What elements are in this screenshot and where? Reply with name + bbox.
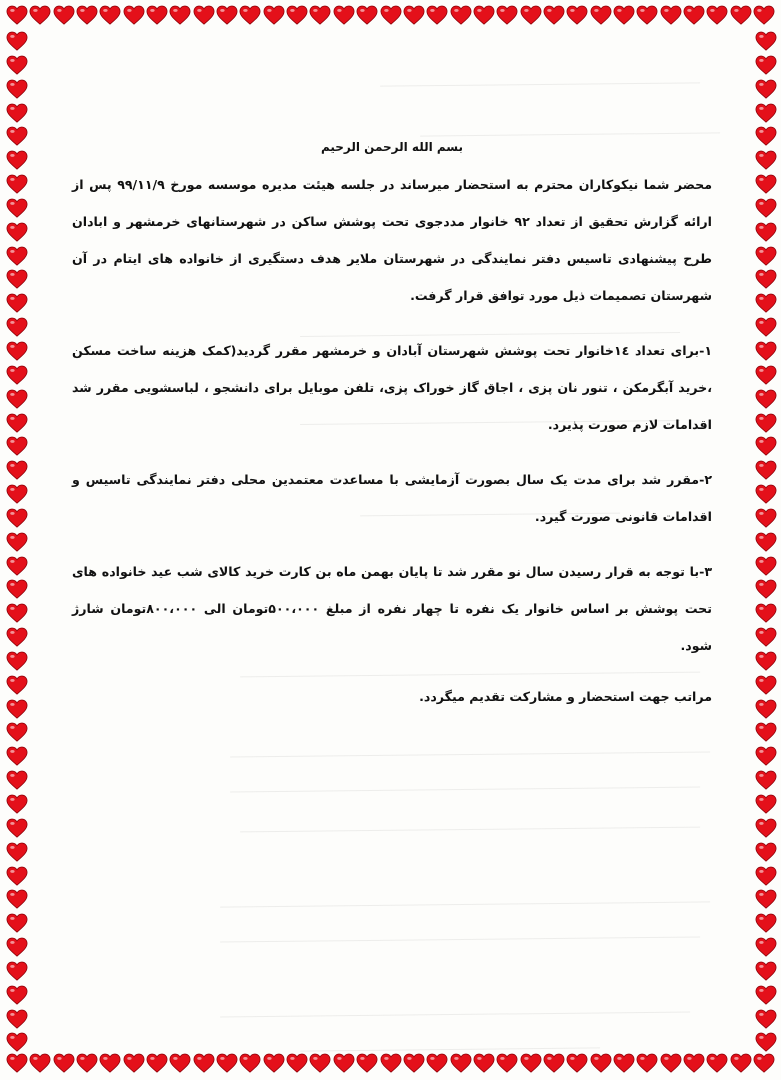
heart-icon xyxy=(6,721,28,743)
heart-icon xyxy=(755,793,777,815)
heart-icon xyxy=(706,1052,728,1074)
heart-icon xyxy=(755,888,777,910)
heart-icon xyxy=(6,125,28,147)
heart-icon xyxy=(6,245,28,267)
heart-icon xyxy=(6,1008,28,1030)
heart-icon xyxy=(755,984,777,1006)
heart-icon xyxy=(6,4,28,26)
heart-icon xyxy=(755,865,777,887)
heart-icon xyxy=(6,173,28,195)
heart-icon xyxy=(613,4,635,26)
heart-icon xyxy=(755,197,777,219)
heart-icon xyxy=(755,674,777,696)
heart-icon xyxy=(755,626,777,648)
heart-icon xyxy=(6,507,28,529)
heart-icon xyxy=(755,78,777,100)
heart-icon xyxy=(6,793,28,815)
heart-icon xyxy=(6,340,28,362)
heart-icon xyxy=(755,721,777,743)
heart-icon xyxy=(6,221,28,243)
heart-icon xyxy=(356,1052,378,1074)
heart-icon xyxy=(755,602,777,624)
heart-icon xyxy=(426,4,448,26)
heart-icon xyxy=(193,1052,215,1074)
heart-icon xyxy=(263,1052,285,1074)
heart-icon xyxy=(6,769,28,791)
heart-icon xyxy=(169,1052,191,1074)
heart-icon xyxy=(730,4,752,26)
heart-icon xyxy=(333,1052,355,1074)
heart-icon xyxy=(6,268,28,290)
heart-icon xyxy=(755,960,777,982)
heart-icon xyxy=(543,4,565,26)
heart-icon xyxy=(6,888,28,910)
heart-icon xyxy=(123,4,145,26)
heart-icon xyxy=(755,388,777,410)
heart-icon xyxy=(6,459,28,481)
heart-icon xyxy=(53,1052,75,1074)
heart-icon xyxy=(76,1052,98,1074)
heart-icon xyxy=(6,817,28,839)
heart-icon xyxy=(6,78,28,100)
heart-icon xyxy=(755,435,777,457)
heart-icon xyxy=(29,1052,51,1074)
heart-icon xyxy=(755,698,777,720)
heart-icon xyxy=(6,149,28,171)
heart-icon xyxy=(755,1008,777,1030)
heart-icon xyxy=(755,841,777,863)
heart-icon xyxy=(6,197,28,219)
heart-icon xyxy=(29,4,51,26)
heart-icon xyxy=(755,245,777,267)
heart-icon xyxy=(755,531,777,553)
heart-icon xyxy=(566,1052,588,1074)
heart-icon xyxy=(123,1052,145,1074)
heart-icon xyxy=(6,30,28,52)
heart-icon xyxy=(753,1052,775,1074)
heart-icon xyxy=(566,4,588,26)
heart-icon xyxy=(755,745,777,767)
heart-icon xyxy=(755,125,777,147)
heart-icon xyxy=(755,102,777,124)
heart-icon xyxy=(6,555,28,577)
heart-icon xyxy=(6,912,28,934)
heart-icon xyxy=(76,4,98,26)
heart-icon xyxy=(755,292,777,314)
heart-icon xyxy=(6,602,28,624)
heart-icon xyxy=(683,1052,705,1074)
heart-icon xyxy=(755,54,777,76)
basmala-heading: بسم الله الرحمن الرحيم xyxy=(320,140,464,154)
heart-icon xyxy=(496,4,518,26)
heart-icon xyxy=(755,316,777,338)
heart-icon xyxy=(755,340,777,362)
heart-icon xyxy=(755,268,777,290)
heart-icon xyxy=(6,316,28,338)
heart-icon xyxy=(216,4,238,26)
heart-icon xyxy=(660,1052,682,1074)
heart-icon xyxy=(755,1031,777,1053)
heart-icon xyxy=(356,4,378,26)
closing-line: مراتب جهت استحضار و مشارکت تقدیم میگردد. xyxy=(419,689,712,704)
heart-icon xyxy=(6,102,28,124)
heart-icon xyxy=(6,578,28,600)
letter-body xyxy=(72,138,712,715)
heart-icon xyxy=(6,388,28,410)
heart-icon xyxy=(99,1052,121,1074)
heart-icon xyxy=(169,4,191,26)
heart-icon xyxy=(216,1052,238,1074)
heart-icon xyxy=(520,1052,542,1074)
heart-icon xyxy=(6,960,28,982)
heart-icon xyxy=(636,4,658,26)
heart-icon xyxy=(6,698,28,720)
heart-icon xyxy=(755,412,777,434)
heart-icon xyxy=(263,4,285,26)
heart-icon xyxy=(6,292,28,314)
heart-icon xyxy=(6,745,28,767)
heart-icon xyxy=(426,1052,448,1074)
heart-icon xyxy=(6,936,28,958)
heart-icon xyxy=(6,1031,28,1053)
heart-icon xyxy=(286,4,308,26)
heart-icon xyxy=(590,1052,612,1074)
heart-icon xyxy=(6,483,28,505)
heart-icon xyxy=(755,364,777,386)
heart-icon xyxy=(6,54,28,76)
heart-icon xyxy=(473,4,495,26)
heart-icon xyxy=(146,4,168,26)
heart-icon xyxy=(6,674,28,696)
heart-icon xyxy=(706,4,728,26)
heart-icon xyxy=(6,412,28,434)
heart-border-bottom xyxy=(0,1052,781,1078)
heart-icon xyxy=(6,1052,28,1074)
heart-icon xyxy=(146,1052,168,1074)
decision-item-3: ۳-با توجه به قرار رسیدن سال نو مقرر شد تا پایان بهمن ماه بن کارت خرید کالای شب عید خانواده های تحت پوشش بر اساس خانوار یک نفره تا چهار نفره از مبلغ ۵۰۰،۰۰۰تومان الی ۸۰۰،۰۰۰تومان شارژ شود. xyxy=(72,564,712,653)
heart-icon xyxy=(286,1052,308,1074)
heart-icon xyxy=(6,841,28,863)
heart-icon xyxy=(6,364,28,386)
heart-icon xyxy=(6,984,28,1006)
heart-icon xyxy=(403,4,425,26)
heart-border-left xyxy=(4,30,30,1054)
heart-icon xyxy=(755,912,777,934)
heart-icon xyxy=(590,4,612,26)
heart-icon xyxy=(755,221,777,243)
heart-icon xyxy=(380,4,402,26)
heart-icon xyxy=(755,149,777,171)
heart-icon xyxy=(6,650,28,672)
heart-icon xyxy=(755,578,777,600)
heart-icon xyxy=(755,650,777,672)
heart-icon xyxy=(473,1052,495,1074)
heart-icon xyxy=(403,1052,425,1074)
heart-icon xyxy=(99,4,121,26)
heart-icon xyxy=(755,507,777,529)
heart-icon xyxy=(683,4,705,26)
heart-icon xyxy=(755,173,777,195)
decision-item-1: ۱-برای تعداد ۱٤خانوار تحت پوشش شهرستان آبادان و خرمشهر مقرر گردید(کمک هزینه ساخت مسکن ،خرید آبگرمکن ، تنور نان پزی ، اجاق گاز خوراک پزی، تلفن موبایل برای دانشجو ، لباسشویی مقرر شد اقدامات لازم صورت پذیرد. xyxy=(72,343,712,432)
heart-border-top xyxy=(0,4,781,30)
heart-icon xyxy=(309,4,331,26)
heart-icon xyxy=(730,1052,752,1074)
heart-border-right xyxy=(753,30,779,1054)
heart-icon xyxy=(755,817,777,839)
heart-icon xyxy=(660,4,682,26)
heart-icon xyxy=(450,4,472,26)
heart-icon xyxy=(753,4,775,26)
heart-icon xyxy=(755,936,777,958)
heart-icon xyxy=(755,459,777,481)
heart-icon xyxy=(613,1052,635,1074)
heart-icon xyxy=(755,769,777,791)
heart-icon xyxy=(496,1052,518,1074)
heart-icon xyxy=(450,1052,472,1074)
heart-icon xyxy=(6,865,28,887)
heart-icon xyxy=(543,1052,565,1074)
heart-icon xyxy=(6,435,28,457)
heart-icon xyxy=(755,30,777,52)
heart-icon xyxy=(636,1052,658,1074)
heart-icon xyxy=(309,1052,331,1074)
heart-icon xyxy=(380,1052,402,1074)
heart-icon xyxy=(53,4,75,26)
decision-item-2: ۲-مقرر شد برای مدت یک سال بصورت آزمایشی با مساعدت معتمدین محلی دفتر نمایندگی تاسیس و اقدامات قانونی صورت گیرد. xyxy=(72,472,712,524)
heart-icon xyxy=(6,531,28,553)
heart-icon xyxy=(239,1052,261,1074)
intro-paragraph: محضر شما نیکوکاران محترم به استحضار میرساند در جلسه هیئت مدیره موسسه مورخ ۹۹/۱۱/۹ پس از ارائه گزارش تحقیق از تعداد ۹۲ خانوار مددجوی تحت پوشش ساکن در شهرستانهای خرمشهر و ابادان طرح پیشنهادی تاسیس دفتر نمایندگی در شهرستان ملایر هدف دستگیری از خانواده های ایتام در آن شهرستان تصمیمات ذیل مورد توافق قرار گرفت. xyxy=(72,177,712,303)
heart-icon xyxy=(755,555,777,577)
heart-icon xyxy=(755,483,777,505)
heart-icon xyxy=(193,4,215,26)
heart-icon xyxy=(239,4,261,26)
heart-icon xyxy=(6,626,28,648)
heart-icon xyxy=(520,4,542,26)
heart-icon xyxy=(333,4,355,26)
